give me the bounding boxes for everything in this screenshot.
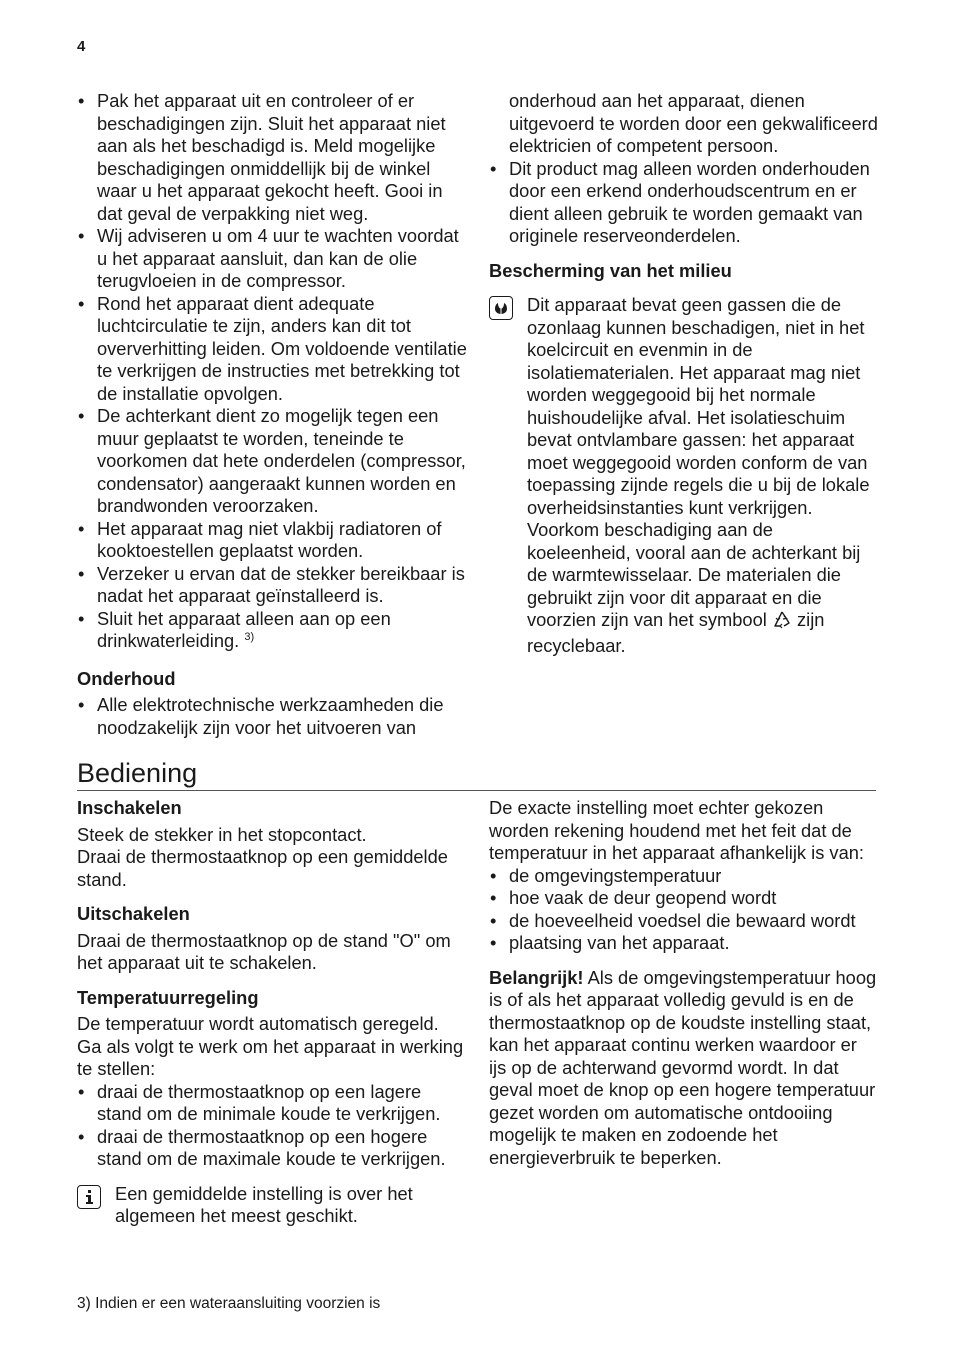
inschakelen-text-2: Draai de thermostaatknop op een gemiddelde stand.: [77, 846, 448, 890]
list-item: • plaatsing van het apparaat.: [489, 932, 879, 955]
important-text: Als de omgevingstemperatuur hoog is of als het apparaat volledig gevuld is en de thermostaatknop op de koudste instelling staat, kan het apparaat continu werken waardoor er ijs op de achterwand gevormd wordt. In dat geval moet de knop op een hogere temperatuur gezet worden om automatische ontdooiing mogelijk te maken en zodoende het energieverbruik te beperken.: [489, 966, 877, 1168]
milieu-text-end: zijn recyclebaar.: [527, 609, 825, 656]
section-divider: [77, 790, 876, 791]
onderhoud-bullet-list-2: [489, 158, 879, 248]
bottom-left-column: [77, 797, 467, 1228]
info-note: [77, 1183, 467, 1228]
info-icon: [77, 1185, 101, 1209]
list-item: • De achterkant dient zo mogelijk tegen een muur geplaatst te worden, teneinde te voorkomen dat hete onderdelen (compressor, condensator) aangeraakt kunnen worden en brandwonden veroorzaken.: [77, 405, 467, 518]
installation-bullet-list: [77, 90, 467, 656]
list-item: • Het apparaat mag niet vlakbij radiatoren of kooktoestellen geplaatst worden.: [77, 518, 467, 563]
environment-icon: [489, 296, 513, 320]
top-right-column: [489, 90, 879, 657]
temp-text-2: Ga als volgt te werk om het apparaat in werking te stellen:: [77, 1035, 464, 1079]
section-title: Bediening: [77, 758, 198, 788]
list-item: • Verzeker u ervan dat de stekker bereikbaar is nadat het apparaat geïnstalleerd is.: [77, 563, 467, 608]
list-item: • de hoeveelheid voedsel die bewaard wordt: [489, 910, 879, 933]
bottom-right-column: [489, 797, 879, 1169]
list-item: • draai de thermostaatknop op een lagere stand om de minimale koude te verkrijgen.: [77, 1081, 467, 1126]
milieu-note: [489, 294, 879, 657]
list-item: • Wij adviseren u om 4 uur te wachten voordat u het apparaat aansluit, dan kan de olie terugvloeien in de compressor.: [77, 225, 467, 293]
onderhoud-bullet-list: [77, 694, 467, 739]
list-item-text: Sluit het apparaat alleen aan op een drinkwaterleiding.: [97, 607, 391, 651]
page-number: 4: [77, 38, 86, 55]
important-paragraph: [489, 967, 879, 1170]
temp-bullet-list: [77, 1081, 467, 1171]
uitschakelen-text: Draai de thermostaatknop op de stand "O" om het apparaat uit te schakelen.: [77, 929, 451, 973]
important-label: Belangrijk!: [489, 966, 584, 988]
list-item-with-footnote: [77, 608, 467, 656]
list-item: • Dit product mag alleen worden onderhouden door een erkend onderhoudscentrum en er dient alleen gebruik te worden gemaakt van originele reserveonderdelen.: [489, 158, 879, 248]
list-item: • Pak het apparaat uit en controleer of er beschadigingen zijn. Sluit het apparaat niet aan als het beschadigd is. Meld mogelijke beschadigingen onmiddellijk bij de winkel waar u het apparaat gekocht heeft. Gooi in dat geval de verpakking niet weg.: [77, 90, 467, 225]
inschakelen-text-1: Steek de stekker in het stopcontact.: [77, 823, 367, 845]
top-left-column: [77, 90, 467, 739]
list-item: • de omgevingstemperatuur: [489, 865, 879, 888]
list-item: • hoe vaak de deur geopend wordt: [489, 887, 879, 910]
recycle-icon: [772, 610, 792, 635]
uitschakelen-heading: Uitschakelen: [77, 903, 190, 924]
list-item: • Rond het apparaat dient adequate luchtcirculatie te zijn, anders kan dit tot oververhitting leiden. Om voldoende ventilatie te verkrijgen de instructies met betrekking tot de installatie opvolgen.: [77, 293, 467, 406]
info-text: Een gemiddelde instelling is over het algemeen het meest geschikt.: [115, 1182, 413, 1226]
temp-text-1: De temperatuur wordt automatisch geregeld.: [77, 1013, 439, 1034]
footnote: 3) Indien er een wateraansluiting voorzien is: [77, 1295, 381, 1312]
temperatuurregeling-heading: Temperatuurregeling: [77, 986, 259, 1008]
footnote-reference: 3): [244, 631, 255, 643]
inschakelen-heading: Inschakelen: [77, 797, 182, 818]
milieu-text: Dit apparaat bevat geen gassen die de ozonlaag kunnen beschadigen, niet in het koelcircuit en evenmin in de isolatiematerialen. Het apparaat mag niet worden weggegooid bij het normale huishoudelijke afval. Het isolatieschuim bevat ontvlambare gassen: het apparaat moet weggegooid worden conform de van toepassing zijnde regels die u bij de lokale overheidsinstanties kunt verkrijgen. Voorkom beschadiging aan de koeleenheid, vooral aan de achterkant bij de warmtewisselaar. De materialen die gebruikt zijn voor dit apparaat en die voorzien zijn van het symbool: [527, 294, 870, 630]
list-item: • draai de thermostaatknop op een hogere stand om de maximale koude te verkrijgen.: [77, 1126, 467, 1171]
onderhoud-continuation: onderhoud aan het apparaat, dienen uitgevoerd te worden door een gekwalificeerd elektricien of competent persoon.: [509, 90, 878, 156]
milieu-heading: Bescherming van het milieu: [489, 259, 732, 281]
factors-bullet-list: [489, 865, 879, 955]
list-item: • Alle elektrotechnische werkzaamheden die noodzakelijk zijn voor het uitvoeren van: [77, 694, 467, 739]
onderhoud-heading: Onderhoud: [77, 667, 176, 689]
settings-intro: De exacte instelling moet echter gekozen worden rekening houdend met het feit dat de temperatuur in het apparaat afhankelijk is van:: [489, 797, 864, 863]
